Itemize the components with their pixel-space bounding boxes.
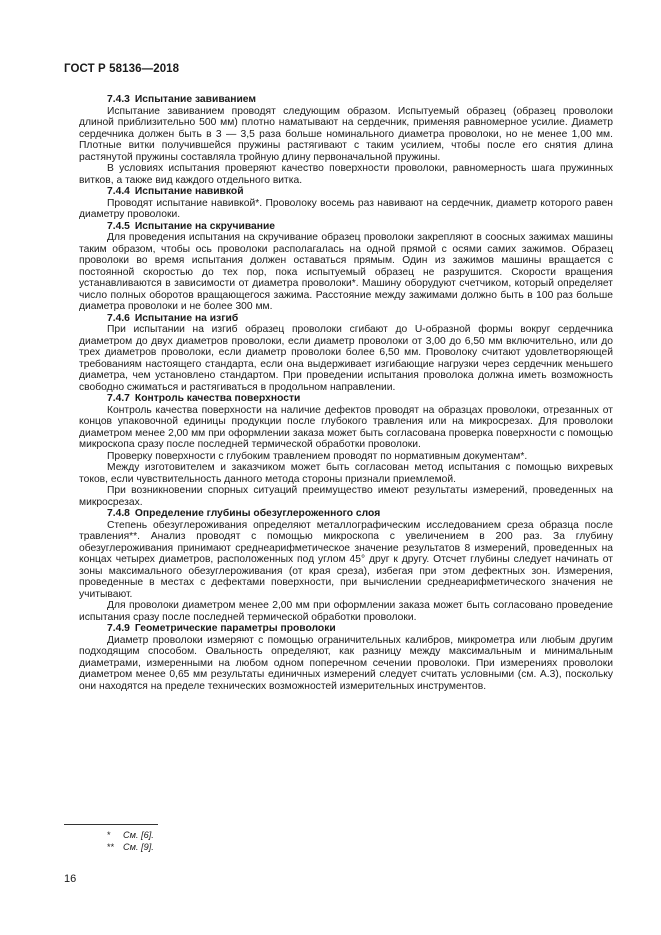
footnote-text: См. [9].	[123, 841, 154, 852]
paragraph: Проверку поверхности с глубоким травлением проводят по нормативным документам*.	[107, 450, 528, 462]
section-number: 7.4.8	[107, 508, 130, 519]
footnote-text: См. [6].	[123, 830, 154, 840]
section-number: 7.4.6	[107, 312, 130, 324]
page-number: 16	[64, 873, 77, 885]
section-number: 7.4.3	[107, 94, 130, 105]
document-header: ГОСТ Р 58136—2018	[64, 63, 180, 75]
section-title: Определение глубины обезуглероженного слоя	[134, 508, 381, 519]
footnote	[107, 830, 154, 842]
section-heading	[79, 94, 613, 106]
paragraph: Степень обезуглероживания определяют металлографическим исследованием среза образца после травления**. Анализ проводят с помощью микроскопа с увеличением в 200 раз. За глубину обезуглероживания принимают среднеарифметическое значение результатов 8 измерений, проведенных на концах четырех диаметров, расположенных под углом 45° друг к другу. Отсчет глубины следует начинать от зоны максимального обезуглероживания (от края среза), избегая при этом дефектных зон. Измерения, проведенные в местах с дефектами поверхности, при вычислении среднеарифметического значения не учитывают.	[79, 519, 613, 600]
paragraph: Диаметр проволоки измеряют с помощью ограничительных калибров, микрометра или любым другим подходящим способом. Овальность определяют, как разницу между максимальным и минимальным диаметрами, измеренными на любом одном поперечном сечении проволоки. При измерениях проволоки диаметром менее 0,65 мм результаты единичных измерений следует считать условными (см. А.3), поскольку они находятся на пределе технических возможностей измерительных инструментов.	[79, 634, 613, 692]
footnote-mark: **	[107, 841, 115, 852]
section-heading	[79, 186, 613, 198]
footnote-divider	[64, 824, 158, 825]
section-heading	[79, 221, 613, 233]
section-title: Геометрические параметры проволоки	[134, 623, 336, 634]
section-heading	[79, 508, 613, 520]
paragraph: Между изготовителем и заказчиком может быть согласован метод испытания с помощью вихревых токов, если чувствительность данного метода стороны признали приемлемой.	[79, 462, 613, 485]
paragraph: Испытание завиванием проводят следующим образом. Испытуемый образец (образец проволоки длиной приблизительно 500 мм) плотно наматывают на сердечник, применяя равномерное усилие. Диаметр сердечника должен быть в 3 — 3,5 раза больше номинального диаметра проволоки, но не менее 1,00 мм. Плотные витки получившейся пружины растягивают с таким усилием, чтобы после его снятия длина растянутой пружины составляла тройную длину первоначальной пружины.	[79, 105, 613, 163]
section-number: 7.4.7	[107, 393, 130, 404]
section-number: 7.4.4	[107, 186, 130, 197]
paragraph: При испытании на изгиб образец проволоки сгибают до U-образной формы вокруг сердечника диаметром до двух диаметров проволоки, если диаметр проволоки от 3,00 до 6,50 мм включительно, или до трех диаметров проволоки, если диаметр проволоки более 6,50 мм. Проволоку считают удовлетворяющей требованиям настоящего стандарта, если она выдерживает изгибающие нагрузки через сердечник меньшего диаметра, чем установлено стандартом. При проведении испытания проволока должна иметь возможность свободно сжиматься и растягиваться в продольном направлении.	[79, 324, 613, 393]
paragraph: Для проведения испытания на скручивание образец проволоки закрепляют в соосных зажимах машины таким образом, чтобы ось проволоки располагалась на одной прямой с осями самих зажимов. Образец проволоки во время испытания должен оставаться прямым. Один из зажимов машины вращается с постоянной скоростью до тех пор, пока испытуемый образец не разрушится. Скорости вращения устанавливаются в зависимости от диаметра проволоки*. Машину оборудуют счетчиком, который определяет число полных оборотов вращающегося зажима. Расстояние между зажимами должно быть в 100 раз больше диаметра проволоки и не более 300 мм.	[79, 232, 613, 312]
section-number: 7.4.9	[107, 623, 130, 634]
footnote	[107, 842, 154, 854]
section-title: Испытание навивкой	[134, 186, 244, 197]
footnote-mark: *	[107, 830, 111, 840]
section-number: 7.4.5	[107, 220, 130, 232]
paragraph: Контроль качества поверхности на наличие дефектов проводят на образцах проволоки, отрезанных от концов упаковочной единицы продукции после глубокого травления или на микросрезах. Для проволоки диаметром менее 2,00 мм при оформлении заказа может быть согласована проверка поверхности с помощью микроскопа сразу после последней термической обработки проволоки.	[79, 404, 613, 450]
section-title: Испытание на скручивание	[134, 220, 276, 232]
paragraph: Проводят испытание навивкой*. Проволоку восемь раз навивают на сердечник, диаметр которого равен диаметру проволоки.	[79, 197, 613, 220]
paragraph: В условиях испытания проверяют качество поверхности проволоки, равномерность шага пружинных витков, а также вид каждого отдельного витка.	[79, 163, 613, 186]
paragraph: При возникновении спорных ситуаций преимущество имеют результаты измерений, проведенных на микросрезах.	[79, 485, 613, 508]
section-heading	[79, 313, 613, 325]
section-title: Испытание завиванием	[134, 94, 257, 105]
section-title: Испытание на изгиб	[134, 312, 239, 324]
section-title: Контроль качества поверхности	[134, 393, 301, 404]
section-heading	[79, 393, 613, 405]
section-heading	[79, 623, 613, 635]
paragraph: Для проволоки диаметром менее 2,00 мм при оформлении заказа может быть согласовано проведение испытания сразу после последней термической обработки проволоки.	[79, 600, 613, 623]
footnotes	[107, 830, 154, 853]
document-body	[79, 94, 613, 692]
